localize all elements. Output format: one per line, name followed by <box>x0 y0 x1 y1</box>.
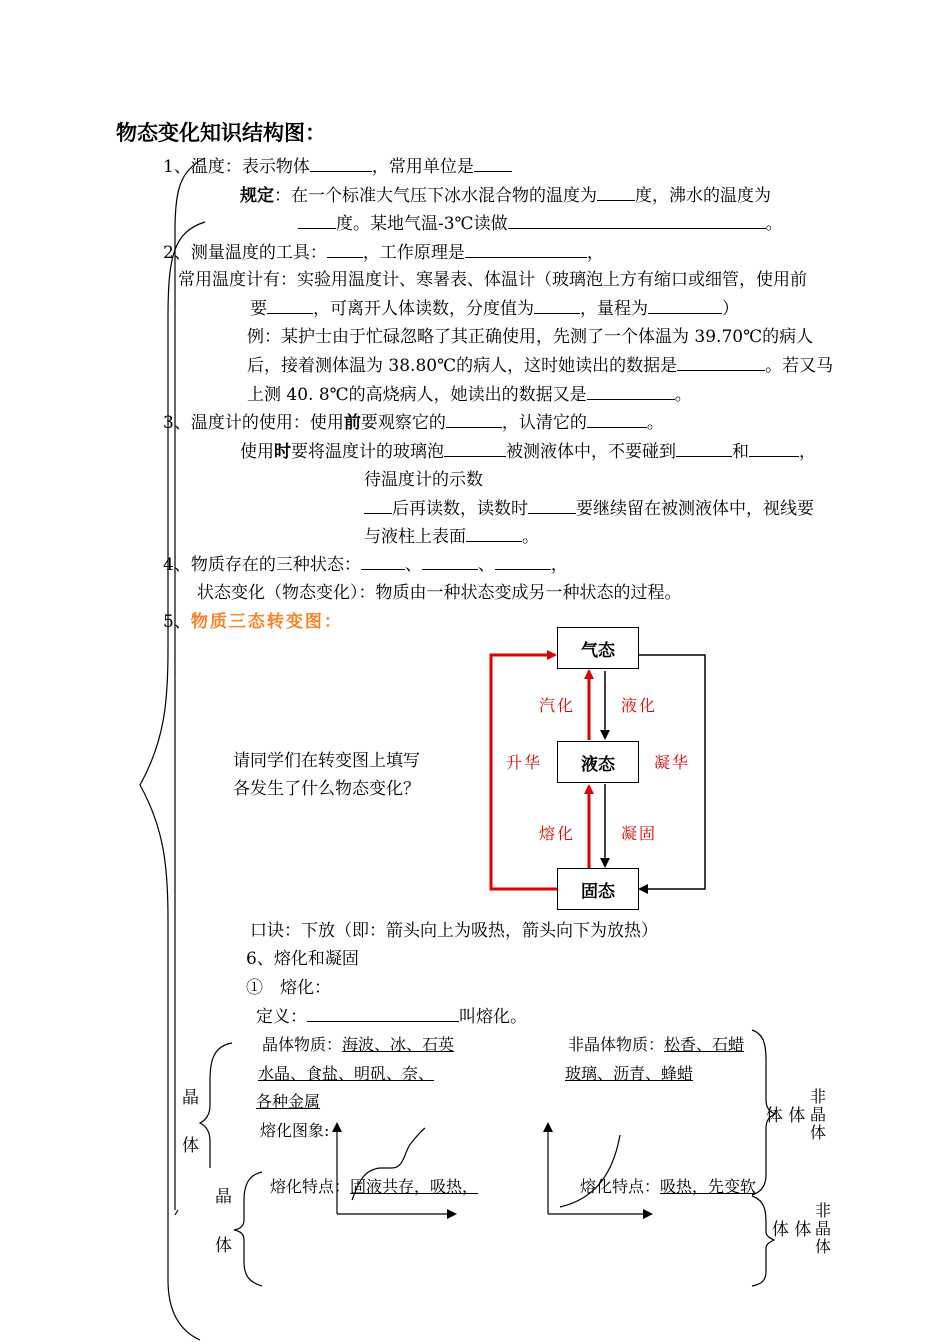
ex2-text-a: 后，接着测体温为 38.80℃的病人，这时她读出的数据是 <box>247 356 678 376</box>
crystal-side-jing: 晶 <box>182 1088 199 1108</box>
s2-common: 常用温度计有：实验用温度计、寒暑表、体温计（玻璃泡上方有缩口或细管，使用前 <box>178 270 807 290</box>
s3-text-a: 温度计的使用：使用 <box>190 413 344 433</box>
s4-number: 4、 <box>163 555 191 575</box>
s6-subtitle: ① 熔化： <box>246 978 331 998</box>
use-text-b: 要将温度计的玻璃泡 <box>291 442 444 462</box>
s5-number: 5、 <box>163 612 191 632</box>
s1-number: 1、 <box>163 157 191 177</box>
s3-wait-line: 待温度计的示数 <box>364 470 483 490</box>
crystal-substances-line3: 各种金属 <box>256 1092 321 1111</box>
s3-text-c: ，认清它的 <box>501 413 587 433</box>
req-text-c: ，量程为 <box>580 299 648 319</box>
crystal-feature <box>270 1176 478 1198</box>
amorph-side-jing: 晶 <box>810 1105 827 1124</box>
s4-definition: 状态变化（物态变化）：物质由一种状态变成另一种状态的过程。 <box>197 583 682 603</box>
amorph-side-titi-2: 体 体 <box>772 1220 812 1240</box>
solid-state-box: 固态 <box>557 868 639 910</box>
crystal-feature-text: 固液共存，吸热， <box>350 1177 479 1196</box>
s3-bold-before: 前 <box>343 413 361 433</box>
page-title: 物态变化知识结构图： <box>116 120 326 145</box>
ex3-text-b: 。 <box>674 385 692 405</box>
gas-state-box: 气态 <box>557 627 639 669</box>
rule-text-b: 度，沸水的温度为 <box>635 186 771 206</box>
freeze-label: 凝固 <box>621 824 658 843</box>
s5-prompt-2: 各发生了什么物态变化？ <box>233 779 420 799</box>
crystal-side-jing-2: 晶 <box>215 1187 232 1207</box>
amorph-side-titi: 体 体 <box>766 1106 806 1126</box>
amorph-side-ti-2: 体 <box>815 1237 832 1256</box>
amorph-list-1: 松香、石蜡 <box>664 1035 745 1054</box>
s6-definition <box>256 1005 527 1028</box>
amorph-feature-label: 熔化特点： <box>580 1177 661 1196</box>
vaporize-label: 汽化 <box>539 696 576 715</box>
s4-sep: 、 <box>404 555 422 575</box>
brace-crystal-2 <box>234 1172 262 1286</box>
amorph-substances-line2: 玻璃、沥青、蜂蜡 <box>565 1064 694 1083</box>
s2-text-b: ，工作原理是 <box>362 243 465 263</box>
s3-text-b: 要观察它的 <box>360 413 446 433</box>
mnemonic: 口诀：下放（即：箭头向上为吸热，箭头向下为放热） <box>250 921 658 941</box>
amorph-label: 非晶体物质： <box>568 1035 665 1054</box>
amorph-feature-text: 吸热，先变软 <box>660 1177 757 1196</box>
melting-graph-label: 熔化图象: <box>260 1121 330 1140</box>
brace-crystal <box>200 1043 232 1168</box>
crystal-label: 晶体物质： <box>262 1035 343 1054</box>
ex2-text-b: 。若又马 <box>765 356 834 376</box>
amorph-feature <box>580 1176 756 1198</box>
s2-text-a: 测量温度的工具： <box>190 243 327 263</box>
s4-text-a: 物质存在的三种状态： <box>190 555 361 575</box>
amorph-side-fei: 非 <box>810 1087 827 1106</box>
use-text-c: 被测液体中，不要碰到 <box>506 442 676 462</box>
s2-number: 2、 <box>163 243 191 263</box>
ex3-text-a: 上测 40. 8℃的高烧病人，她读出的数据又是 <box>247 385 587 405</box>
amorph-side-jing-2: 晶 <box>815 1219 832 1238</box>
s3-text-d: 。 <box>646 413 664 433</box>
rule-text-a: ：在一个标准大气压下冰水混合物的温度为 <box>274 186 597 206</box>
crystal-substances-line1 <box>262 1034 454 1056</box>
use-bold-during: 时 <box>274 442 291 462</box>
brace-outer <box>175 158 205 1215</box>
rule-text-d: 。 <box>765 214 783 234</box>
read-text-d: 与液柱上表面 <box>364 527 466 547</box>
amorph-side-ti: 体 <box>810 1123 827 1142</box>
rule-label: 规定 <box>240 186 274 206</box>
liquid-state-box: 液态 <box>557 741 639 783</box>
req-text-d: ） <box>722 299 739 319</box>
crystal-list-1: 海波、冰、石英 <box>342 1035 455 1054</box>
crystal-feature-label: 熔化特点： <box>270 1177 351 1196</box>
s5-prompt-1: 请同学们在转变图上填写 <box>233 751 420 771</box>
def-text-b: 叫熔化。 <box>459 1007 527 1027</box>
s4-sep: 、 <box>477 555 495 575</box>
s6-title: 6、熔化和凝固 <box>246 949 359 969</box>
req-text-a: 要 <box>250 299 267 319</box>
brace-amorph-2 <box>752 1196 774 1286</box>
req-text-b: ，可离开人体读数，分度值为 <box>313 299 534 319</box>
liquefy-label: 液化 <box>621 696 658 715</box>
s1-text-a: 温度：表示物体 <box>190 157 310 177</box>
s5-title: 物质三态转变图： <box>190 612 343 632</box>
s2-example-line1: 例：某护士由于忙碌忽略了其正确使用，先测了一个体温为 39.70℃的病人 <box>247 327 814 347</box>
read-text-c: 要继续留在被测液体中，视线要 <box>576 499 814 519</box>
sublimate-label: 升华 <box>506 753 543 772</box>
read-text-e: 。 <box>522 527 539 547</box>
amorph-side-fei-2: 非 <box>815 1201 832 1220</box>
blank-field[interactable] <box>307 1005 459 1022</box>
rule-text-c: 度。某地气温-3℃读做 <box>336 214 508 234</box>
s3-number: 3、 <box>163 413 191 433</box>
def-text-a: 定义： <box>256 1007 307 1027</box>
use-text-d: 和 <box>732 442 749 462</box>
crystal-substances-line2: 水晶、食盐、明矾、奈、 <box>258 1064 435 1083</box>
amorph-substances-line1 <box>568 1034 744 1056</box>
crystal-side-ti-2: 体 <box>215 1236 232 1256</box>
deposit-label: 凝华 <box>654 753 691 772</box>
melt-label: 熔化 <box>539 824 576 843</box>
read-text-b: 后再读数，读数时 <box>392 499 528 519</box>
brace-left-main <box>140 222 205 1340</box>
s2-text-c: ， <box>586 243 604 263</box>
s1-text-b: ，常用单位是 <box>371 157 474 177</box>
use-text-a: 使用 <box>240 442 274 462</box>
crystal-side-ti: 体 <box>182 1136 199 1156</box>
use-text-e: ， <box>799 442 816 462</box>
s4-end: ， <box>550 555 568 575</box>
